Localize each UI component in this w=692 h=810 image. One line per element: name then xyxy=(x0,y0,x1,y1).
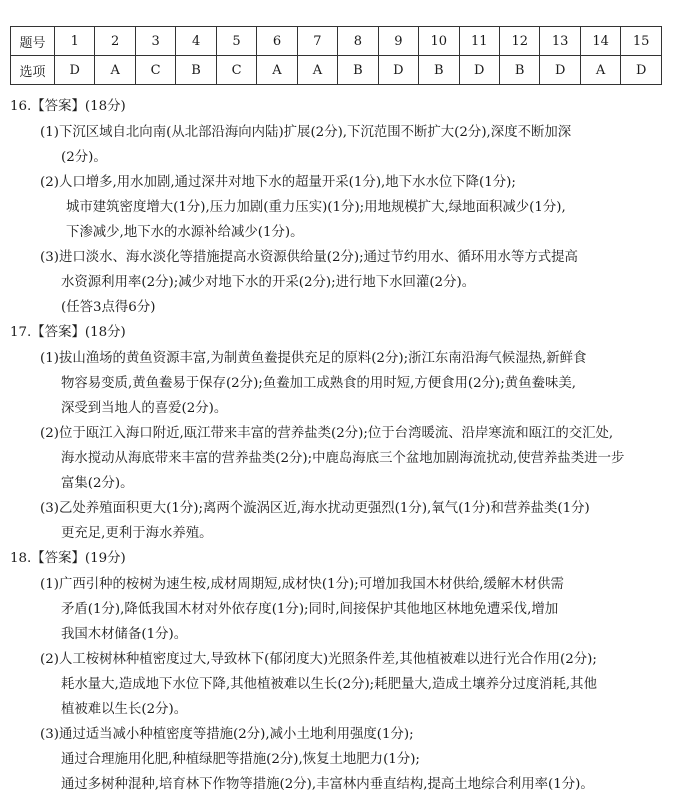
question-number-cell: 10 xyxy=(419,27,459,56)
question-17-section xyxy=(10,320,682,546)
answer-line: 城市建筑密度增大(1分),压力加剧(重力压实)(1分);用地规模扩大,绿地面积减少(1分), xyxy=(66,200,566,215)
answer-line: (2分)。 xyxy=(61,150,107,165)
question-16-title: 16.【答案】(18分) xyxy=(10,99,126,114)
question-number-cell: 14 xyxy=(580,27,620,56)
answer-line: 水资源利用率(2分);减少对地下水的开采(2分);进行地下水回灌(2分)。 xyxy=(61,275,476,290)
option-cell: B xyxy=(338,56,378,85)
question-18-title: 18.【答案】(19分) xyxy=(10,551,126,566)
question-number-cell: 9 xyxy=(378,27,418,56)
answer-line: (2)位于瓯江入海口附近,瓯江带来丰富的营养盐类(2分);位于台湾暖流、沿岸寒流和瓯江的交汇处, xyxy=(40,426,614,441)
option-cell: A xyxy=(297,56,337,85)
question-16-section xyxy=(10,94,682,320)
option-cell: B xyxy=(419,56,459,85)
answer-line: (2)人工桉树林种植密度过大,导致林下(郁闭度大)光照条件差,其他植被难以进行光合作用(2分); xyxy=(40,652,597,667)
option-cell: C xyxy=(135,56,175,85)
answer-line: 矛盾(1分),降低我国木材对外依存度(1分);同时,间接保护其他地区林地免遭采伐,增加 xyxy=(61,602,559,617)
option-cell: D xyxy=(540,56,580,85)
row-label-question-number: 题号 xyxy=(11,27,55,56)
option-cell: C xyxy=(216,56,256,85)
option-cell: D xyxy=(55,56,95,85)
option-cell: A xyxy=(257,56,297,85)
question-number-cell: 12 xyxy=(499,27,539,56)
question-number-cell: 4 xyxy=(176,27,216,56)
option-cell: A xyxy=(580,56,620,85)
option-cell: B xyxy=(499,56,539,85)
row-label-option: 选项 xyxy=(11,56,55,85)
answer-line: (1)拔山渔场的黄鱼资源丰富,为制黄鱼鲞提供充足的原料(2分);浙江东南沿海气候湿热,新鲜食 xyxy=(40,351,587,366)
question-18-section xyxy=(10,546,682,797)
answer-line: (1)下沉区域自北向南(从北部沿海向内陆)扩展(2分),下沉范围不断扩大(2分),深度不断加深 xyxy=(40,125,572,140)
question-number-cell: 8 xyxy=(338,27,378,56)
option-cell: B xyxy=(176,56,216,85)
question-17-title: 17.【答案】(18分) xyxy=(10,325,126,340)
question-number-cell: 13 xyxy=(540,27,580,56)
question-number-cell: 2 xyxy=(95,27,135,56)
answer-document xyxy=(10,94,682,797)
answer-line: (3)进口淡水、海水淡化等措施提高水资源供给量(2分);通过节约用水、循环用水等方式提高 xyxy=(40,250,578,265)
answer-line: 下渗减少,地下水的水源补给减少(1分)。 xyxy=(66,225,304,240)
question-number-cell: 7 xyxy=(297,27,337,56)
answer-line: 通过多树种混种,培育林下作物等措施(2分),丰富林内垂直结构,提高土地综合利用率(1分)。 xyxy=(61,777,594,792)
option-cell: A xyxy=(95,56,135,85)
answer-line: 海水搅动从海底带来丰富的营养盐类(2分);中鹿岛海底三个盆地加剧海流扰动,使营养盐类进一步 xyxy=(61,451,625,466)
answer-line: 耗水量大,造成地下水位下降,其他植被难以生长(2分);耗肥量大,造成土壤养分过度消耗,其他 xyxy=(61,677,597,692)
answer-line: 富集(2分)。 xyxy=(61,476,134,491)
question-number-cell: 3 xyxy=(135,27,175,56)
answer-line: (1)广西引种的桉树为速生桉,成材周期短,成材快(1分);可增加我国木材供给,缓解木材供需 xyxy=(40,577,564,592)
question-number-cell: 5 xyxy=(216,27,256,56)
answer-line: 通过合理施用化肥,种植绿肥等措施(2分),恢复土地肥力(1分); xyxy=(61,752,420,767)
question-number-cell: 1 xyxy=(55,27,95,56)
answer-line: 物容易变质,黄鱼鲞易于保存(2分);鱼鲞加工成熟食的用时短,方便食用(2分);黄鱼鲞味美, xyxy=(61,376,577,391)
question-number-cell: 11 xyxy=(459,27,499,56)
answer-table xyxy=(10,26,662,85)
answer-line: 植被难以生长(2分)。 xyxy=(61,702,188,717)
answer-line: (2)人口增多,用水加剧,通过深井对地下水的超量开采(1分),地下水水位下降(1分); xyxy=(40,175,516,190)
answer-line: (3)通过适当减小种植密度等措施(2分),减小土地利用强度(1分); xyxy=(40,727,414,742)
answer-line: 我国木材储备(1分)。 xyxy=(61,627,188,642)
question-number-cell: 6 xyxy=(257,27,297,56)
option-cell: D xyxy=(621,56,662,85)
answer-line: (3)乙处养殖面积更大(1分);离两个漩涡区近,海水扰动更强烈(1分),氧气(1分)和营养盐类(1分) xyxy=(40,501,590,516)
option-cell: D xyxy=(378,56,418,85)
answer-line: 深受到当地人的喜爱(2分)。 xyxy=(61,401,228,416)
answer-table-number-row xyxy=(11,27,662,56)
option-cell: D xyxy=(459,56,499,85)
answer-line: 更充足,更利于海水养殖。 xyxy=(61,526,213,541)
question-number-cell: 15 xyxy=(621,27,662,56)
answer-line: (任答3点得6分) xyxy=(61,300,156,315)
answer-table-option-row xyxy=(11,56,662,85)
